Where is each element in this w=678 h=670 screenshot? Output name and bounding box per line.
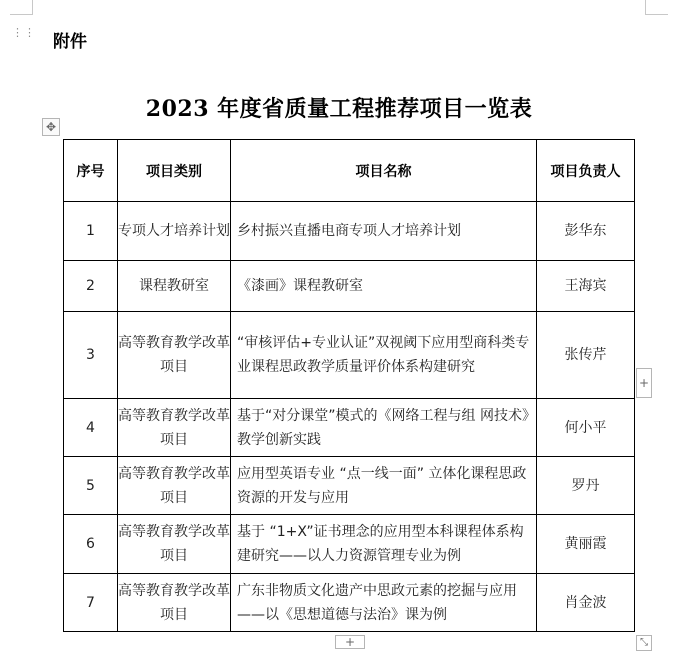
table-row [64,312,635,399]
page-corner-mark-right [645,0,668,15]
document-title: 2023 年度省质量工程推荐项目一览表 [145,96,533,122]
table-row [64,399,635,457]
table-row [64,574,635,632]
cell-name[interactable]: 基于 “1+X”证书理念的应用型本科课程体系构建研究——以人力资源管理专业为例 [231,515,537,574]
table-header-row [64,140,635,202]
cell-name[interactable]: 乡村振兴直播电商专项人才培养计划 [231,202,537,261]
table-row [64,457,635,515]
cell-leader[interactable]: 罗丹 [537,457,635,515]
cell-name[interactable]: 广东非物质文化遗产中思政元素的挖掘与应用——以《思想道德与法治》课为例 [231,574,537,632]
cell-leader[interactable]: 彭华东 [537,202,635,261]
attachment-label: 附件 [53,32,87,52]
cell-category[interactable]: 高等教育教学改革项目 [118,399,231,457]
page-corner-mark-left [10,0,33,15]
add-column-plus-icon[interactable]: + [636,368,652,398]
cell-leader[interactable]: 张传芹 [537,312,635,399]
cell-name[interactable]: “审核评估+专业认证”双视阈下应用型商科类专业课程思政教学质量评价体系构建研究 [231,312,537,399]
cell-leader[interactable]: 何小平 [537,399,635,457]
cell-no[interactable]: 2 [64,261,118,312]
cell-no[interactable]: 7 [64,574,118,632]
cell-no[interactable]: 1 [64,202,118,261]
cell-category[interactable]: 高等教育教学改革项目 [118,312,231,399]
projects-table [63,139,635,632]
resize-icon[interactable]: ⤡ [636,635,652,651]
move-cross-icon[interactable]: ✥ [42,118,60,136]
drag-handle-icon[interactable]: ⋮⋮ [12,26,36,39]
cell-category[interactable]: 课程教研室 [118,261,231,312]
header-name: 项目名称 [231,140,537,202]
header-leader: 项目负责人 [537,140,635,202]
add-row-plus-icon[interactable]: + [335,635,365,649]
cell-no[interactable]: 6 [64,515,118,574]
cell-no[interactable]: 3 [64,312,118,399]
cell-no[interactable]: 5 [64,457,118,515]
cell-category[interactable]: 高等教育教学改革项目 [118,574,231,632]
cell-category[interactable]: 专项人才培养计划 [118,202,231,261]
header-no: 序号 [64,140,118,202]
cell-leader[interactable]: 黄丽霞 [537,515,635,574]
cell-no[interactable]: 4 [64,399,118,457]
table-row [64,515,635,574]
cell-leader[interactable]: 王海宾 [537,261,635,312]
header-category: 项目类别 [118,140,231,202]
cell-leader[interactable]: 肖金波 [537,574,635,632]
cell-name[interactable]: 应用型英语专业 “点一线一面” 立体化课程思政资源的开发与应用 [231,457,537,515]
cell-name[interactable]: 基于“对分课堂”模式的《网络工程与组 网技术》教学创新实践 [231,399,537,457]
cell-category[interactable]: 高等教育教学改革项目 [118,457,231,515]
table-row [64,202,635,261]
cell-category[interactable]: 高等教育教学改革项目 [118,515,231,574]
cell-name[interactable]: 《漆画》课程教研室 [231,261,537,312]
table-row [64,261,635,312]
